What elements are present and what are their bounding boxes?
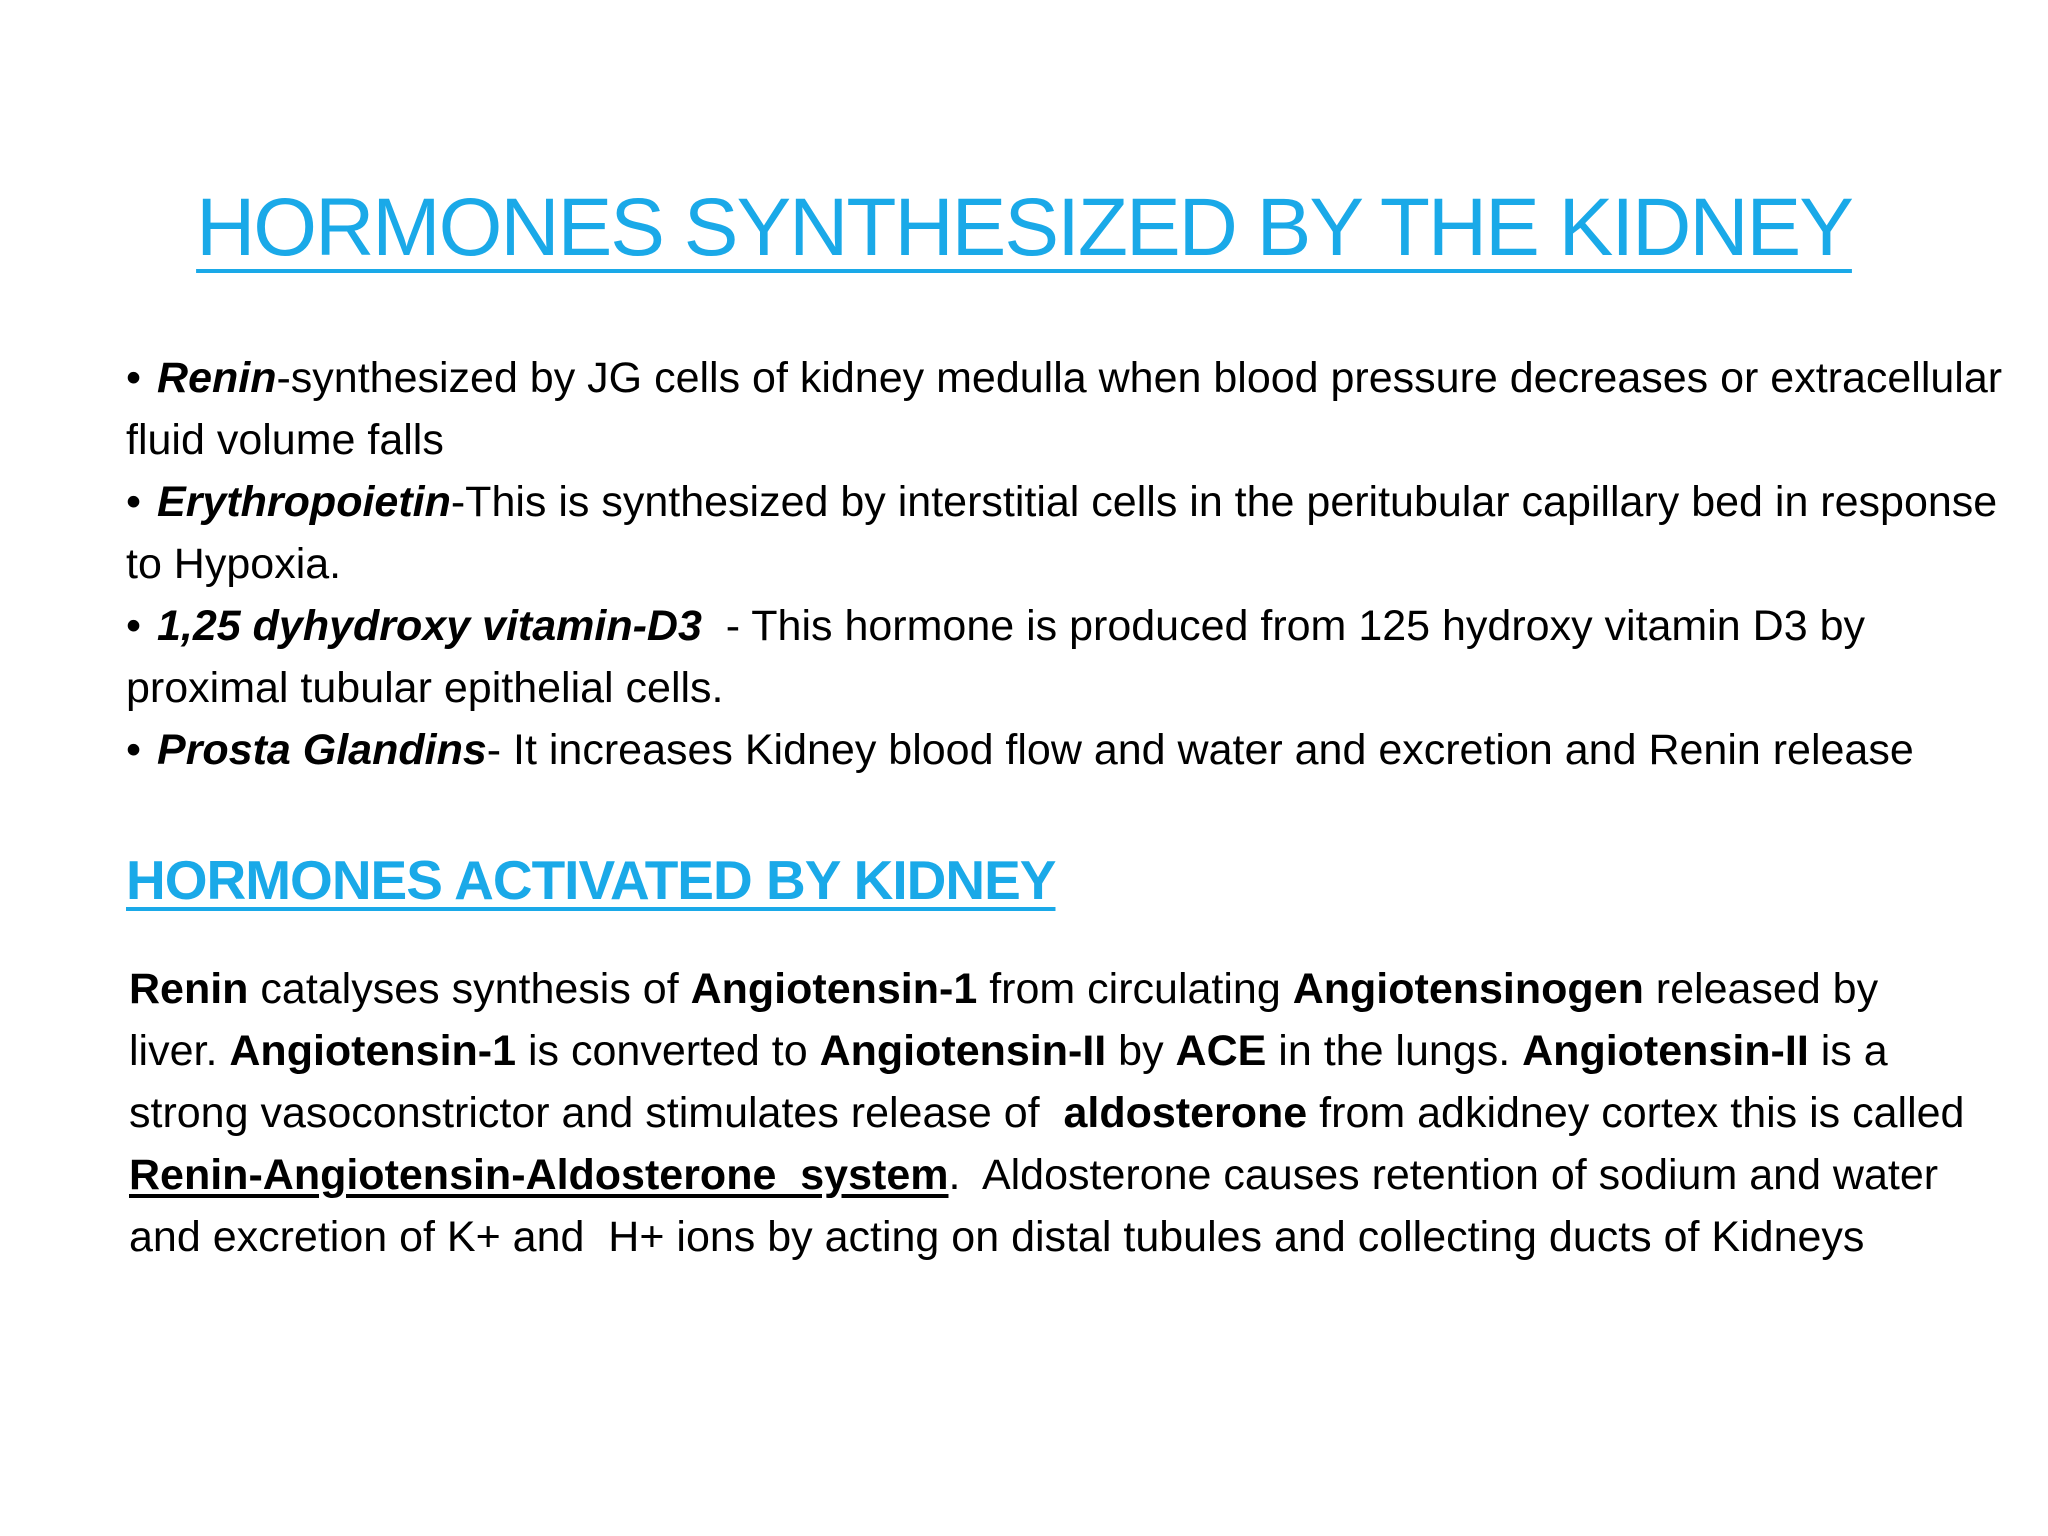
bullet-marker: •: [126, 602, 142, 650]
bullet-term: Renin: [157, 354, 277, 402]
bullet-term: 1,25 dyhydroxy vitamin-D3: [157, 602, 702, 650]
term-angiotensinogen: Angiotensinogen: [1292, 965, 1644, 1013]
term-angiotensin-1: Angiotensin-1: [229, 1027, 517, 1075]
bullet-text: -This is synthesized by interstitial cells in the peritubular capillary bed in response to Hypoxia.: [126, 478, 1998, 588]
bullet-marker: •: [126, 354, 142, 402]
paragraph-text: in the lungs.: [1266, 1027, 1523, 1075]
paragraph-text: catalyses synthesis of: [248, 965, 691, 1013]
paragraph-text: is converted to: [516, 1027, 820, 1075]
paragraph-text: from adkidney cortex this is called: [1307, 1089, 1977, 1137]
bullet-list: [126, 347, 2006, 781]
term-ace: ACE: [1175, 1027, 1267, 1075]
slide-title: HORMONES SYNTHESIZED BY THE KIDNEY: [196, 182, 1852, 273]
paragraph-text: released by liver.: [129, 965, 1891, 1075]
bullet-term: Erythropoietin: [157, 478, 451, 526]
activation-paragraph: [129, 958, 1977, 1268]
paragraph-text: is a strong vasoconstrictor and stimulates release of: [129, 1027, 1900, 1137]
bullet-text: - It increases Kidney blood flow and water and excretion and Renin release: [486, 726, 1914, 774]
term-renin: Renin: [129, 965, 249, 1013]
bullet-renin: [126, 347, 2006, 471]
paragraph-text: . Aldosterone causes retention of sodium and water and excretion of K+ and H+ ions by acting on distal tubules and collecting ducts of Kidneys: [129, 1151, 1951, 1261]
paragraph-text: by: [1106, 1027, 1176, 1075]
bullet-prostaglandins: [126, 719, 2006, 781]
bullet-marker: •: [126, 726, 142, 774]
bullet-erythropoietin: [126, 471, 2006, 595]
term-raas: Renin-Angiotensin-Aldosterone system: [129, 1151, 949, 1199]
bullet-marker: •: [126, 478, 142, 526]
paragraph-text: from circulating: [977, 965, 1293, 1013]
bullet-text: - This hormone is produced from 125 hydroxy vitamin D3 by proximal tubular epithelial cells.: [126, 602, 1877, 712]
term-angiotensin-1: Angiotensin-1: [690, 965, 978, 1013]
term-angiotensin-ii: Angiotensin-II: [1522, 1027, 1809, 1075]
bullet-vitamin-d3: [126, 595, 2006, 719]
term-aldosterone: aldosterone: [1063, 1089, 1308, 1137]
term-angiotensin-ii: Angiotensin-II: [819, 1027, 1107, 1075]
bullet-text: -synthesized by JG cells of kidney medulla when blood pressure decreases or extracellular fluid volume falls: [126, 354, 2003, 464]
bullet-term: Prosta Glandins: [157, 726, 487, 774]
section-heading: HORMONES ACTIVATED BY KIDNEY: [126, 849, 1056, 911]
